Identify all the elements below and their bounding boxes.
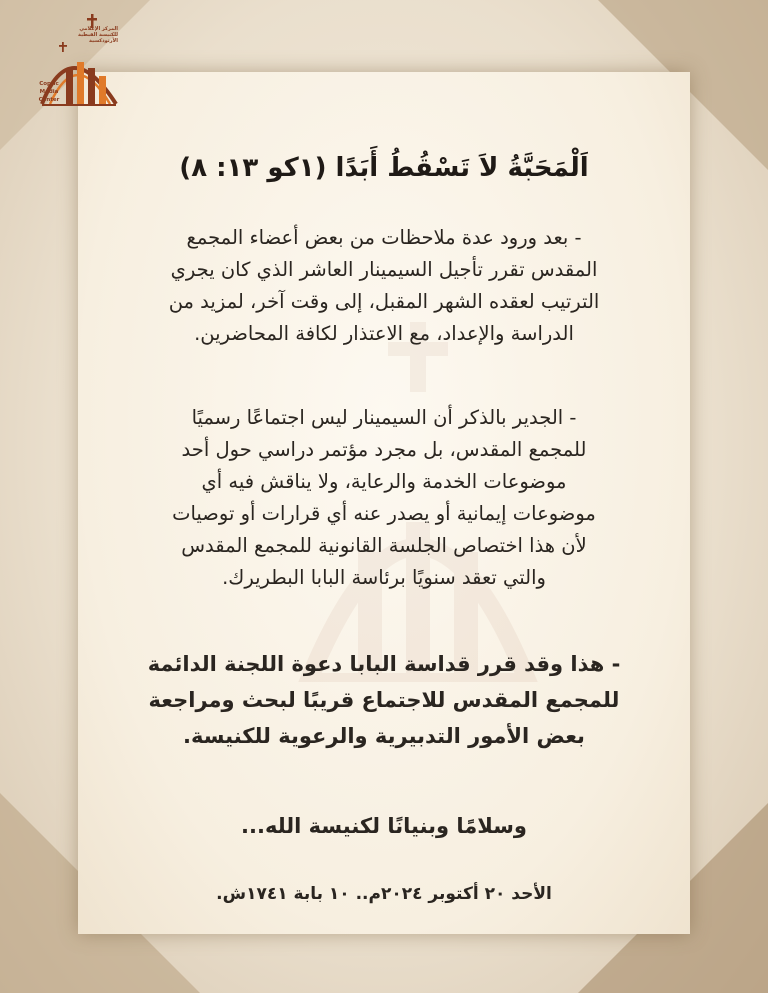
- logo-line-coptic: Coptic: [39, 81, 59, 87]
- logo-arabic-text: المركز الإعلامي للكنيسة القبطية الأرثوذكسية: [78, 26, 118, 44]
- paragraph-postponement: [100, 222, 668, 350]
- paragraph2-line: للمجمع المقدس، بل مجرد مؤتمر دراسي حول أحد: [181, 438, 587, 461]
- logo-line-center: Center: [38, 97, 60, 103]
- paragraph1-line: الدراسة والإعداد، مع الاعتذار لكافة المحاضرين.: [194, 322, 574, 345]
- paragraph1-line: - بعد ورود عدة ملاحظات من بعض أعضاء المجمع: [186, 226, 582, 249]
- logo-english-text: [34, 80, 64, 104]
- paragraph-committee-meeting: [100, 646, 668, 754]
- paragraph2-line: - الجدير بالذكر أن السيمينار ليس اجتماعًا رسميًا: [191, 406, 577, 429]
- paragraph2-line: موضوعات إيمانية أو يصدر عنه أي قرارات أو توصيات: [172, 502, 596, 525]
- paragraph2-line: موضوعات الخدمة والرعاية، ولا يناقش فيه أي: [201, 470, 567, 493]
- paragraph3-line: للمجمع المقدس للاجتماع قريبًا لبحث ومراجعة: [148, 688, 620, 712]
- logo-line-media: Media: [39, 89, 59, 95]
- closing-greeting: وسلامًا وبنيانًا لكنيسة الله...: [241, 814, 527, 838]
- coptic-media-center-logo: [20, 12, 120, 112]
- statement-date: الأحد ٢٠ أكتوبر ٢٠٢٤م.. ١٠ بابة ١٧٤١ش.: [216, 884, 552, 904]
- paragraph-clarification: [100, 402, 668, 594]
- paragraph2-line: لأن هذا اختصاص الجلسة القانونية للمجمع المقدس: [181, 534, 587, 557]
- paragraph3-line: - هذا وقد قرر قداسة البابا دعوة اللجنة الدائمة: [147, 652, 621, 676]
- paragraph1-line: المقدس تقرر تأجيل السيمينار العاشر الذي كان يجري: [170, 258, 598, 281]
- paragraph1-line: الترتيب لعقده الشهر المقبل، إلى وقت آخر، لمزيد من: [168, 290, 600, 313]
- paragraph3-line: بعض الأمور التدبيرية والرعوية للكنيسة.: [183, 724, 585, 748]
- page-title: اَلْمَحَبَّةُ لاَ تَسْقُطُ أَبَدًا (١كو ١٣: ٨): [179, 153, 589, 183]
- paragraph2-line: والتي تعقد سنويًا برئاسة البابا البطريرك.: [222, 566, 546, 589]
